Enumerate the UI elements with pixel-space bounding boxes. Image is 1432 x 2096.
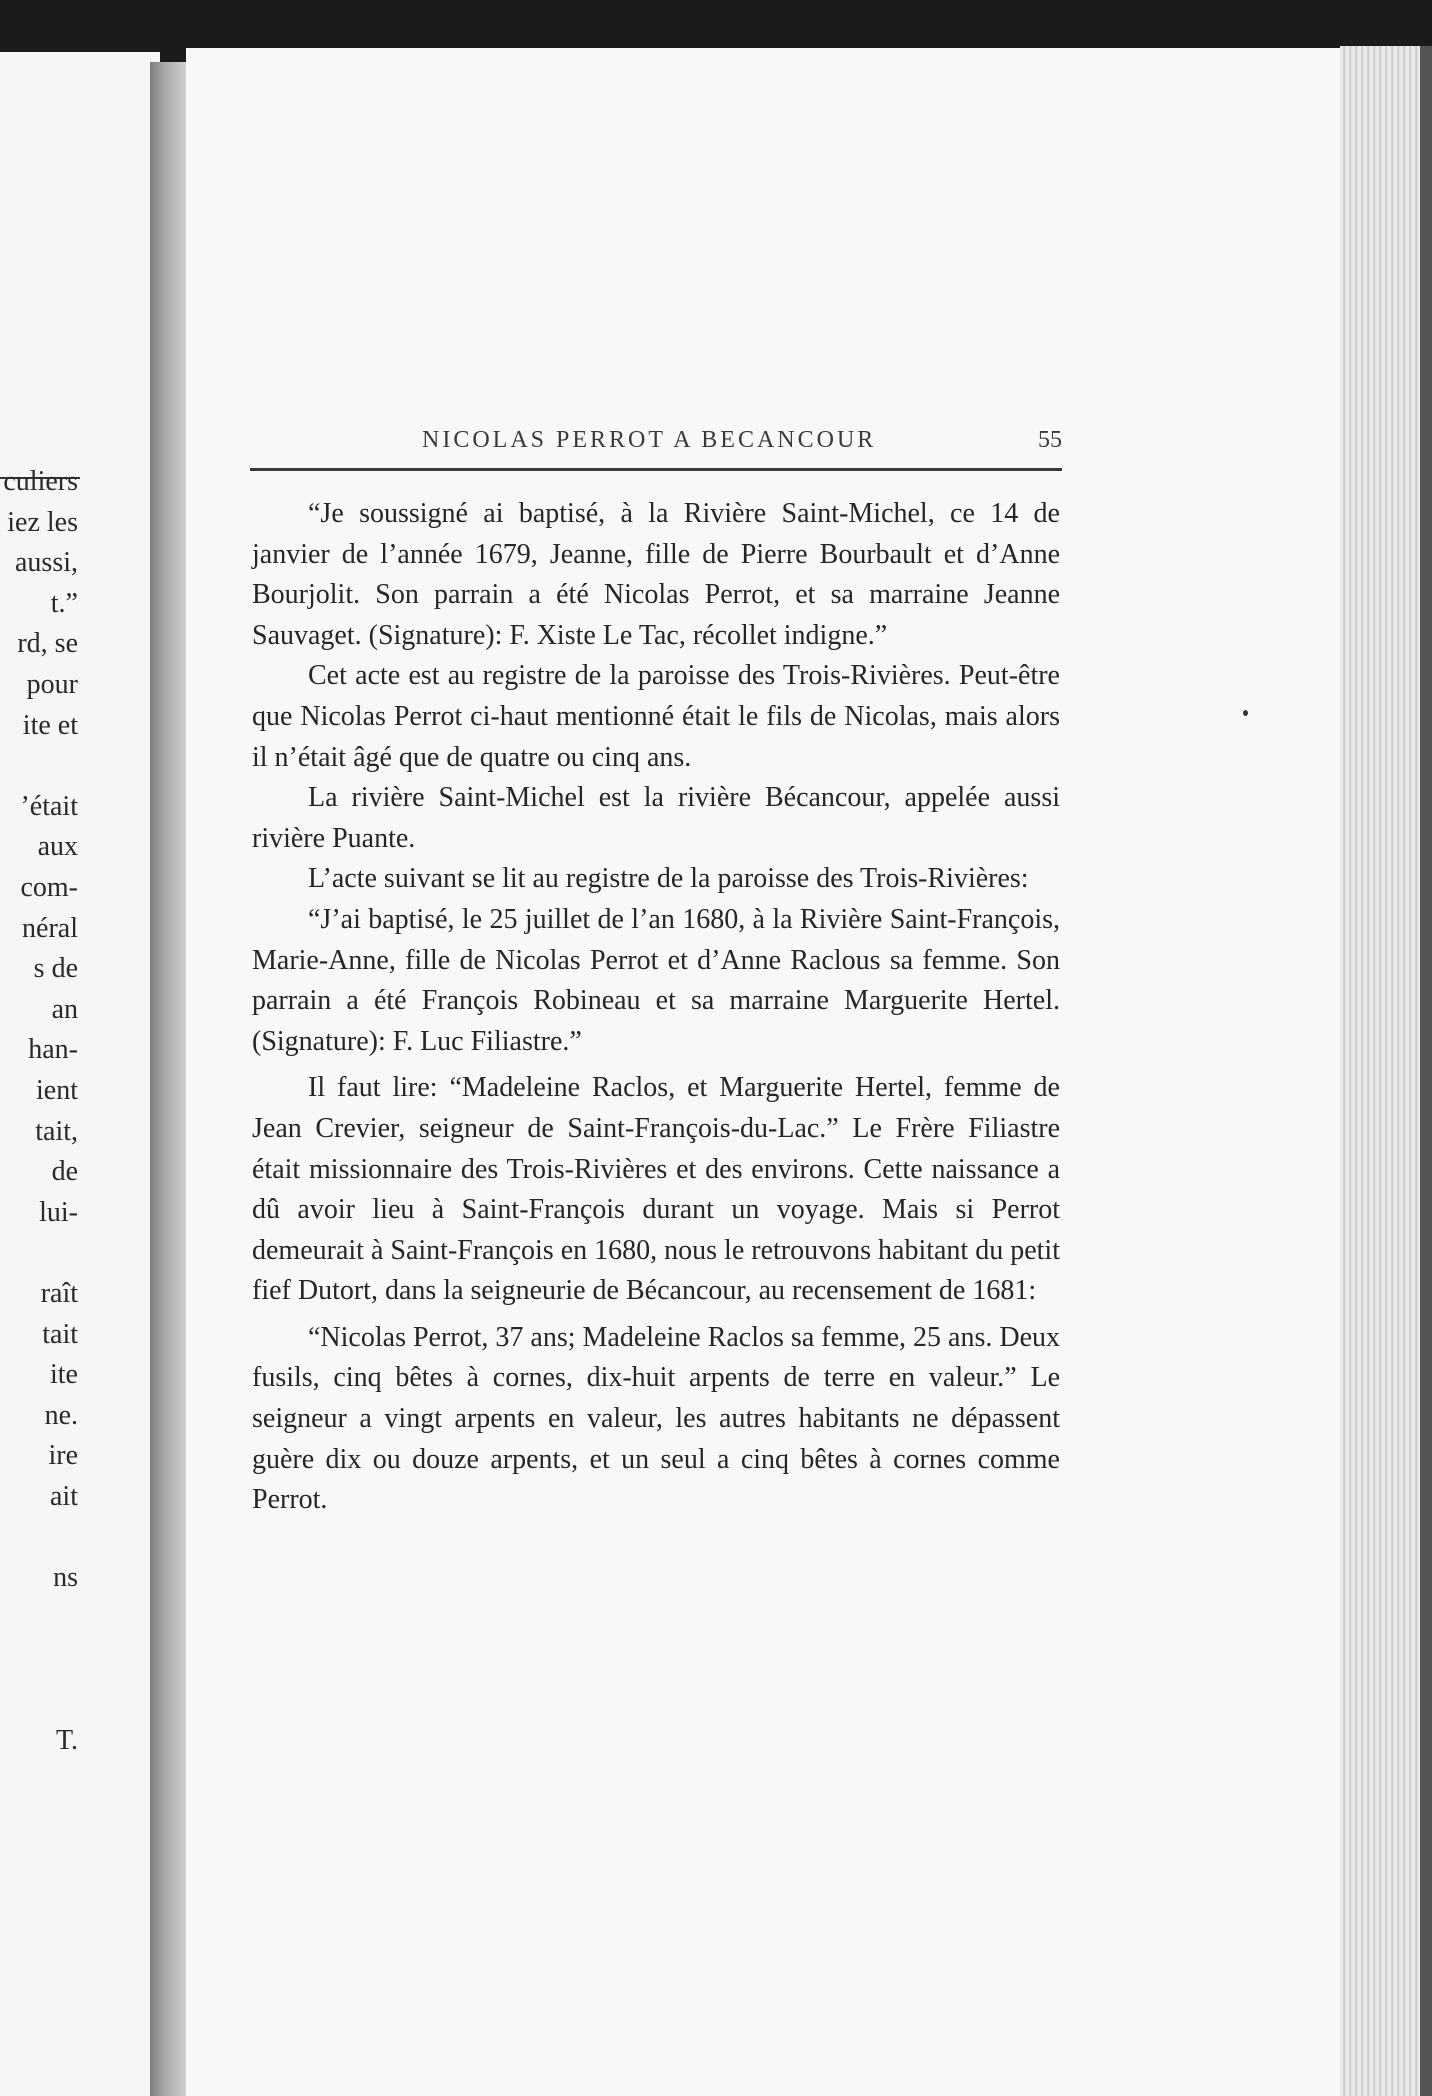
body-text [252,494,1060,1521]
facing-page-fragment: rd, se [17,628,78,660]
facing-page-fragment: ns [53,1562,78,1594]
facing-page-fragment: aussi, [15,547,78,579]
facing-page-fragment: tait [42,1318,78,1350]
facing-page-fragment: ne. [44,1399,78,1431]
facing-page-fragment: ite [50,1359,78,1391]
facing-page-fragment: culiers [3,466,78,497]
facing-page-fragment: ait [50,1481,78,1512]
facing-page [0,52,160,2096]
paragraph: La rivière Saint-Michel est la rivière Bécancour, appelée aussi rivière Puante. [252,782,1060,854]
header-rule [250,468,1062,471]
facing-page-fragment: aux [37,831,78,863]
facing-page-fragment: an [51,993,78,1025]
facing-page-fragment: han- [28,1034,78,1066]
book-cover-edge [1420,46,1432,2096]
page-number: 55 [1038,427,1062,453]
facing-page-fragment: raît [40,1278,78,1309]
page-edges [1340,46,1432,2096]
facing-page-fragment: T. [55,1724,78,1756]
facing-page-fragment: de [51,1156,78,1188]
facing-page-fragment: néral [22,912,78,944]
facing-page-fragment: ient [36,1075,78,1106]
facing-page-fragment: ’était [20,790,78,822]
facing-page-fragment: ite et [22,709,78,741]
paragraph: “J’ai baptisé, le 25 juillet de l’an 1680, à la Rivière Saint-François, Marie-Anne, fille de Nicolas Perrot et d’Anne Raclous sa femme. Son parrain a été François Robineau et sa marraine Marguerite Hertel. (Signature): F. Luc Filiastre.” [252,903,1060,1057]
paragraph: “Je soussigné ai baptisé, à la Rivière Saint-Michel, ce 14 de janvier de l’année 1679, Jeanne, fille de Pierre Bourbault et d’Anne Bourjolit. Son parrain a été Nicolas Perrot, et sa marraine Jeanne Sauvaget. (Signature): F. Xiste Le Tac, récollet indigne.” [252,498,1060,651]
facing-page-fragment: lui- [39,1196,78,1228]
facing-page-fragment: com- [20,872,78,903]
facing-page-fragment: t.” [50,587,78,619]
facing-page-fragment: ire [48,1440,78,1472]
paper-speck [1243,710,1248,716]
paragraph: L’acte suivant se lit au registre de la paroisse des Trois-Rivières: [308,863,1029,895]
running-title: NICOLAS PERROT A BECANCOUR [422,427,877,453]
running-header [250,427,1062,467]
book-gutter [150,62,186,2096]
facing-page-fragment: iez les [7,506,78,538]
facing-page-fragment: tait, [35,1115,78,1147]
paragraph: Il faut lire: “Madeleine Raclos, et Marguerite Hertel, femme de Jean Crevier, seigneur de Saint-François-du-Lac.” Le Frère Filiastre était missionnaire des Trois-Rivières et des environs. Cette naissance a dû avoir lieu à Saint-François durant un voyage. Mais si Perrot demeurait à Saint-François en 1680, nous le retrouvons habitant du petit fief Dutort, dans la seigneurie de Bécancour, au recensement de 1681: [252,1072,1060,1307]
paragraph: “Nicolas Perrot, 37 ans; Madeleine Raclos sa femme, 25 ans. Deux fusils, cinq bêtes à cornes, dix-huit arpents de terre en valeur.” Le seigneur a vingt arpents en valeur, les autres habitants ne dépassent guère dix ou douze arpents, et un seul a cinq bêtes à cornes comme Perrot. [252,1321,1060,1516]
facing-page-fragment: pour [26,669,78,700]
paragraph: Cet acte est au registre de la paroisse des Trois-Rivières. Peut-être que Nicolas Perrot ci-haut mentionné était le fils de Nicolas, mais alors il n’était âgé que de quatre ou cinq ans. [252,660,1060,773]
facing-page-fragment: s de [33,953,78,985]
